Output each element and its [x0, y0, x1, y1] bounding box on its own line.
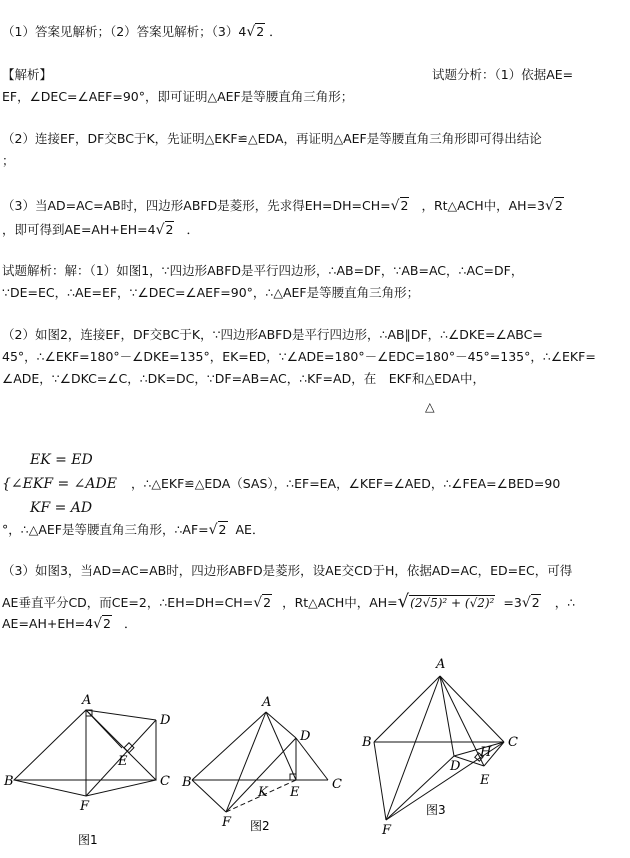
- solution-p2d: °，∴△AEF是等腰直角三角形，∴AF=√2 AE．: [2, 522, 265, 538]
- solution-p2c: ∠ADE，∵∠DKC=∠C，∴DK=DC，∵DF=AB=AC，∴KF=AD，在 EKF和△EDA中，: [2, 371, 485, 386]
- fig2-label-C: C: [332, 777, 342, 792]
- fig3-label-B: B: [362, 735, 372, 750]
- solution-p3c: AE=AH+EH=4√2 ．: [2, 616, 137, 632]
- solution-p3b: AE垂直平分CD，而CE=2，∴EH=DH=CH=√2 ，Rt△ACH中，AH=√(2√5)² + (√2)² =3√2 ，∴: [2, 591, 576, 612]
- fig1-label-A: A: [82, 693, 92, 708]
- fig2-label-E: E: [290, 785, 300, 800]
- fig3-label-A: A: [436, 657, 446, 672]
- fig1-label-C: C: [160, 774, 170, 789]
- analysis-line-2b: ；: [2, 153, 15, 168]
- fig1-label-F: F: [80, 799, 90, 814]
- fig2-caption: 图2: [250, 819, 270, 833]
- fig3-caption: 图3: [426, 803, 446, 817]
- figures-area: [0, 650, 630, 858]
- solution-p1a: 试题解析：解：（1）如图1，∵四边形ABFD是平行四边形，∴AB=DF，∵AB=AC，∴AC=DF，: [2, 263, 524, 278]
- fig1-caption: 图1: [78, 833, 98, 847]
- sqrt-symbol: √2: [246, 24, 265, 40]
- answer-prefix: （1）答案见解析；（2）答案见解析；（3）4: [2, 24, 247, 39]
- fig1-label-E: E: [118, 754, 128, 769]
- system-line-1: EK = ED: [30, 452, 93, 468]
- fig2-label-K: K: [258, 785, 268, 800]
- fig2-label-B: B: [182, 775, 192, 790]
- system-line-2: {∠EKF = ∠ADE ，∴△EKF≌△EDA（SAS），∴EF=EA，∠KEF=∠AED，∴∠FEA=∠BED=90: [2, 476, 561, 492]
- solution-p1b: ∵DE=EC，∴AE=EF，∵∠DEC=∠AEF=90°，∴△AEF是等腰直角三角形；: [2, 285, 420, 300]
- fig1-label-B: B: [4, 774, 14, 789]
- fig3-label-F: F: [382, 823, 392, 838]
- solution-p2b: 45°，∴∠EKF=180°－∠DKE=135°，EK=ED，∵∠ADE=180°－∠EDC=180°－45°=135°，∴∠EKF=: [2, 349, 596, 364]
- analysis-right: 试题分析：（1）依据AE=: [432, 67, 574, 82]
- solution-p2a: （2）如图2，连接EF，DF交BC于K，∵四边形ABFD是平行四边形，∴AB∥DF，∴∠DKE=∠ABC=: [2, 327, 543, 342]
- fig2-label-D: D: [300, 729, 311, 744]
- triangle-glyph: △: [425, 399, 435, 414]
- answer-line: （1）答案见解析；（2）答案见解析；（3）4√2 ．: [2, 22, 282, 43]
- fig3-label-H: H: [480, 745, 492, 760]
- fig3-label-D: D: [450, 759, 461, 774]
- fig3-label-C: C: [508, 735, 518, 750]
- fig2-label-A: A: [262, 695, 272, 710]
- fig2-label-F: F: [222, 815, 232, 830]
- analysis-line-1: EF，∠DEC=∠AEF=90°，即可证明△AEF是等腰直角三角形；: [2, 89, 354, 104]
- analysis-line-3a: （3）当AD=AC=AB时，四边形ABFD是菱形，先求得EH=DH=CH=√2 ，Rt△ACH中，AH=3√2: [2, 198, 563, 214]
- fig1-label-D: D: [160, 713, 171, 728]
- fig3-label-E: E: [480, 773, 490, 788]
- analysis-tag: 【解析】: [2, 67, 53, 82]
- analysis-line-3b: ，即可得到AE=AH+EH=4√2 ．: [2, 222, 199, 238]
- system-line-3: KF = AD: [30, 500, 93, 516]
- analysis-line-2a: （2）连接EF，DF交BC于K，先证明△EKF≌△EDA，再证明△AEF是等腰直角三角形即可得出结论: [2, 131, 542, 146]
- solution-p3a: （3）如图3，当AD=AC=AB时，四边形ABFD是菱形，设AE交CD于H，依据AD=AC，ED=EC，可得: [2, 563, 573, 578]
- figure-1: [14, 710, 156, 796]
